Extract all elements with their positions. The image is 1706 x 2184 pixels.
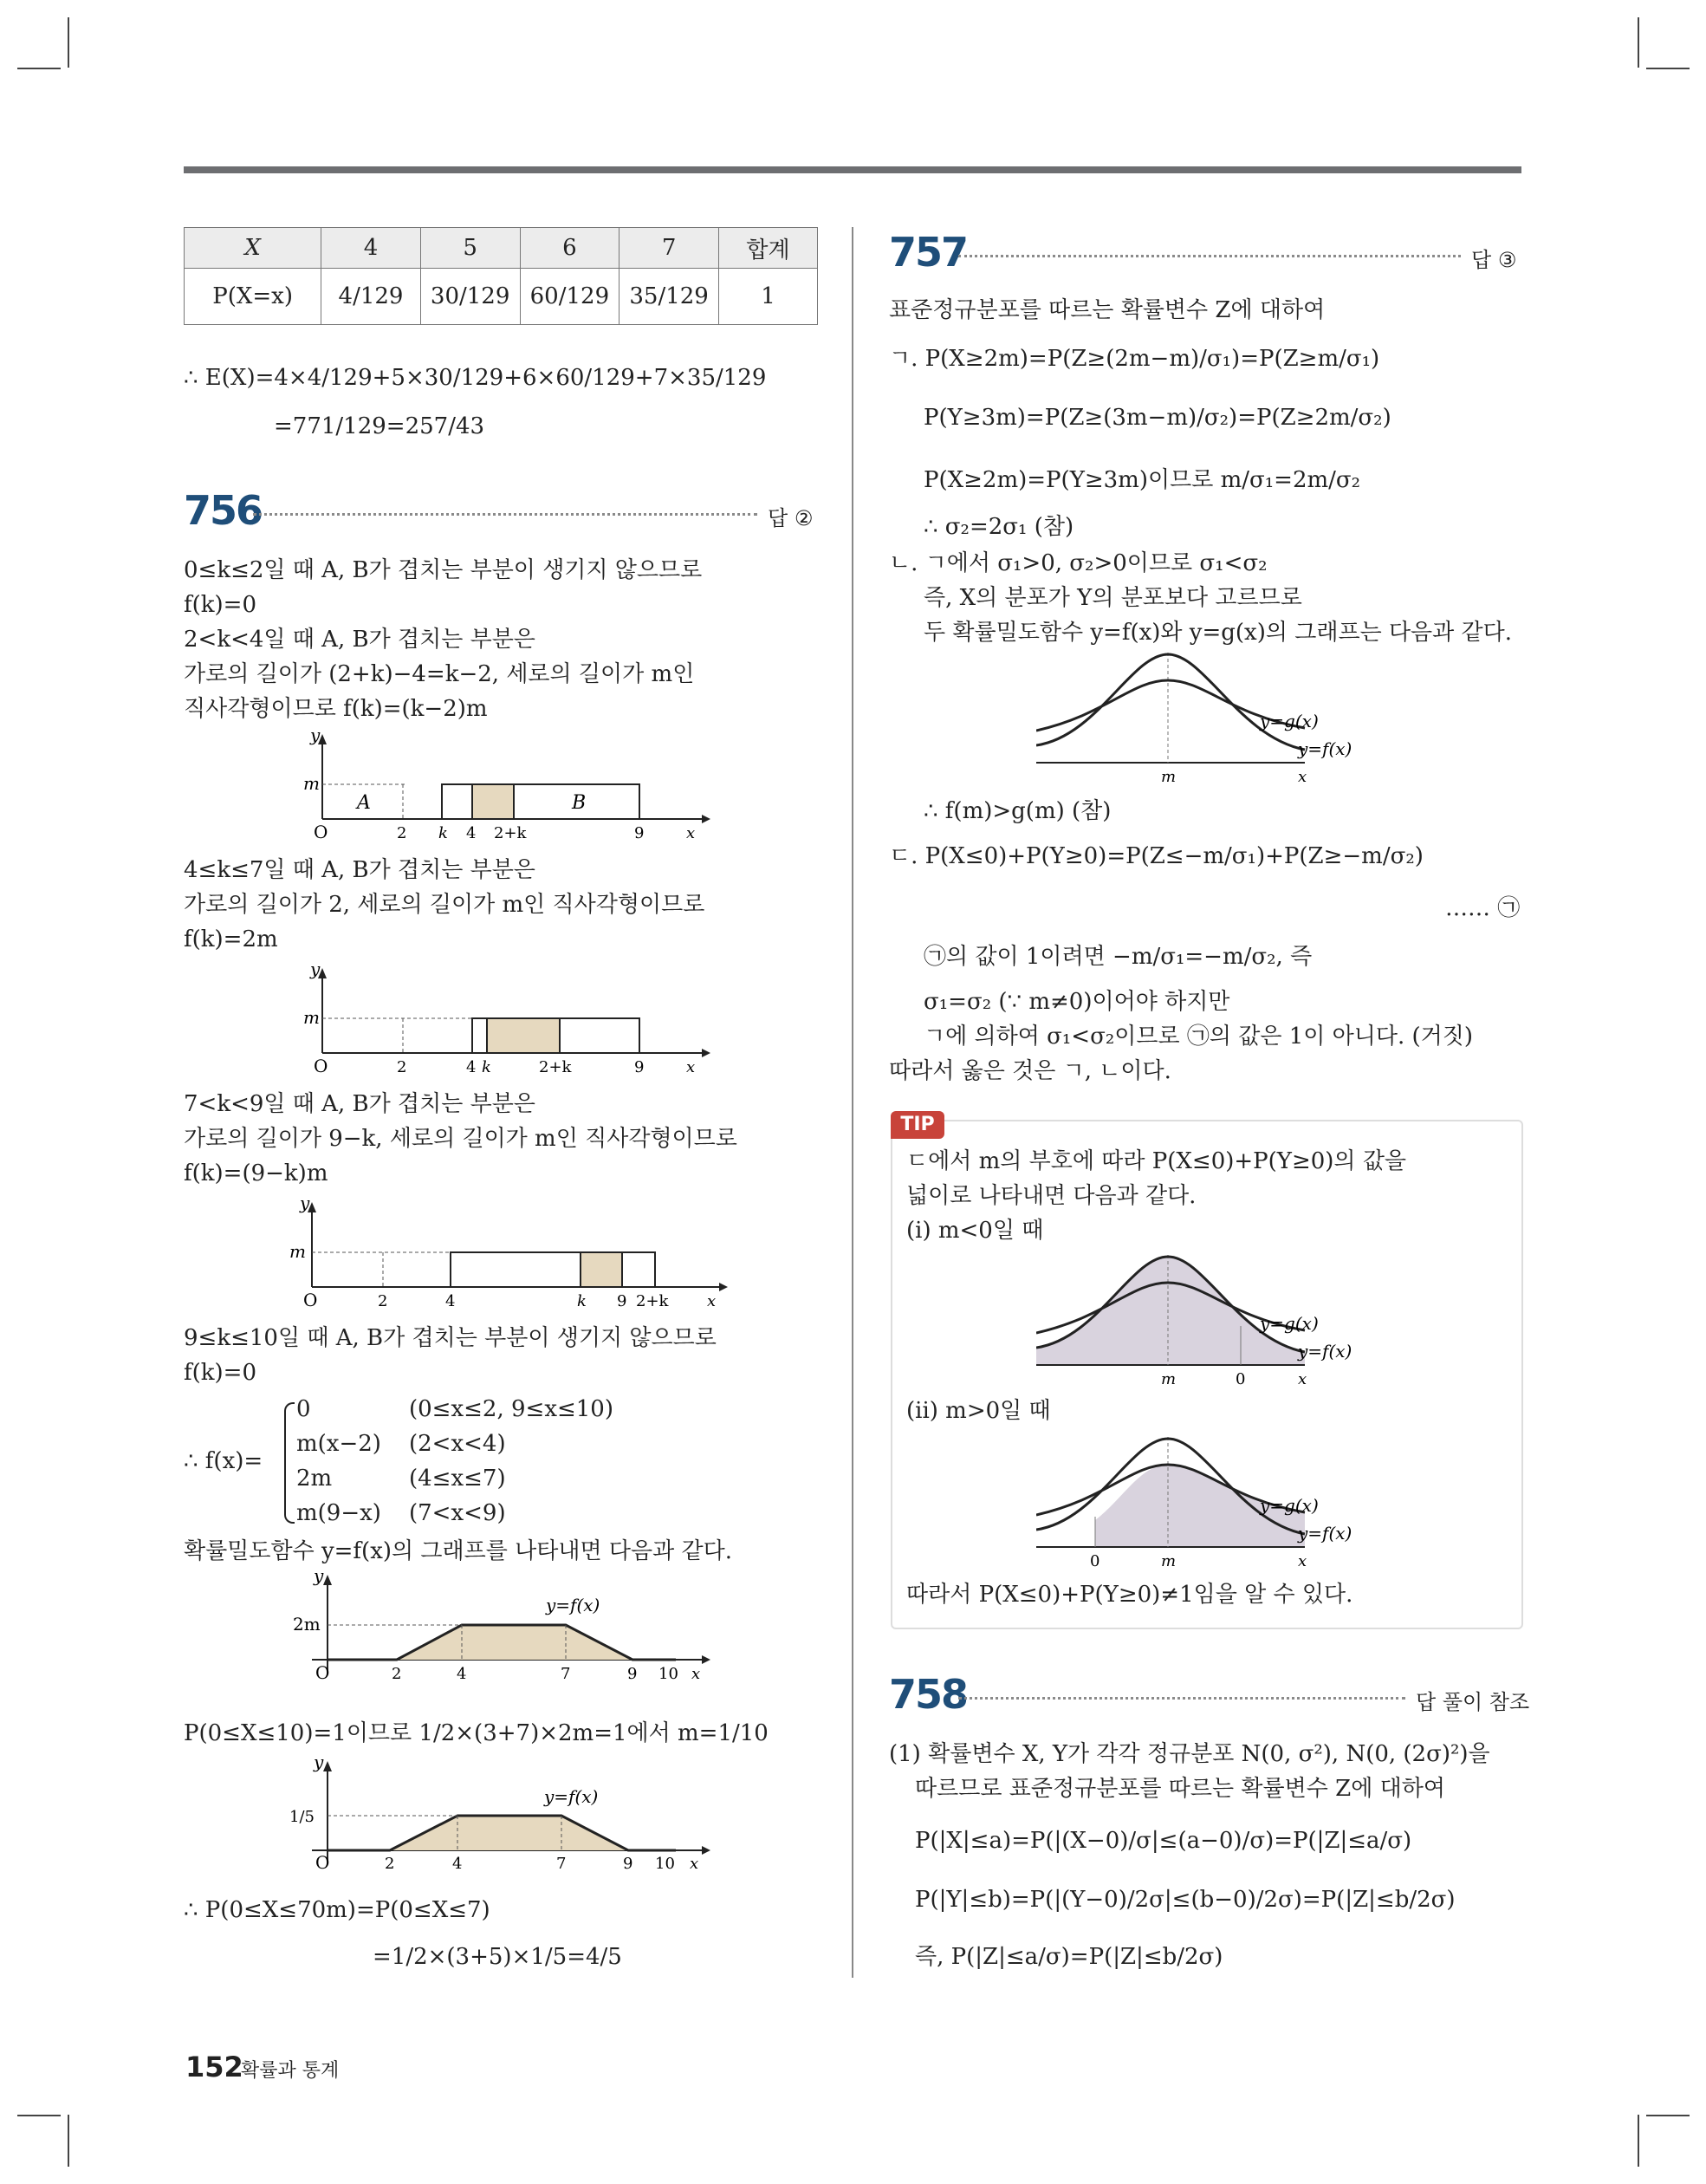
solution-line: f(k)=0: [184, 592, 256, 618]
y-arrow: [323, 1761, 332, 1771]
m-label: m: [1161, 1552, 1177, 1569]
fifth-label: 1/5: [289, 1808, 315, 1826]
y-label: y: [300, 1200, 310, 1213]
solution-line: P(|Y|≤b)=P(|(Y−0)/2σ|≤(b−0)/2σ)=P(|Z|≤b/2σ): [915, 1887, 1456, 1913]
tick-label: 9: [623, 1855, 633, 1872]
tip-line: 넓이로 나타내면 다음과 같다.: [906, 1183, 1197, 1209]
distribution-table: [184, 227, 818, 325]
table-cell: 30/129: [420, 269, 520, 325]
tick-label: 10: [655, 1855, 675, 1872]
y-label: y: [310, 966, 321, 979]
tick-label: 9: [634, 824, 645, 841]
solution-line: 즉, X의 분포가 Y의 분포보다 고르므로: [924, 585, 1302, 611]
tip-line: (ii) m>0일 때: [906, 1398, 1051, 1424]
solution-line: P(|X|≤a)=P(|(X−0)/σ|≤(a−0)/σ)=P(|Z|≤a/σ): [915, 1828, 1412, 1854]
piece-expr: m(x−2): [296, 1431, 381, 1457]
solution-line: 가로의 길이가 2, 세로의 길이가 m인 직사각형이므로: [184, 892, 705, 918]
fx-label: y=f(x): [544, 1786, 599, 1807]
x-label: x: [707, 1292, 717, 1309]
solution-line: 두 확률밀도함수 y=f(x)와 y=g(x)의 그래프는 다음과 같다.: [924, 620, 1513, 646]
tick-label: 2: [397, 824, 407, 841]
tick-label: 2+k: [539, 1058, 572, 1075]
density-graph-2: [286, 1759, 710, 1872]
x-label: x: [1298, 1370, 1307, 1387]
crop-mark: [17, 68, 61, 69]
tick-label: 10: [658, 1665, 678, 1681]
region-B-label: B: [572, 792, 587, 814]
solution-line: 0≤k≤2일 때 A, B가 겹치는 부분이 생기지 않으므로: [184, 557, 703, 583]
table-cell: P(X=x): [185, 269, 321, 325]
table-header-cell: X: [185, 228, 321, 269]
answer-758: 답 풀이 참조: [1416, 1690, 1530, 1714]
tick-label: k: [482, 1058, 491, 1075]
solution-line: f(k)=2m: [184, 926, 278, 952]
tick-label: 7: [561, 1665, 571, 1681]
leader-dots: [958, 255, 1461, 257]
tick-label: 7: [556, 1855, 567, 1872]
tick-label: 9: [617, 1292, 627, 1309]
solution-line: 7<k<9일 때 A, B가 겹치는 부분은: [184, 1091, 535, 1117]
leader-dots: [958, 1697, 1405, 1700]
tip-line: ㄷ에서 m의 부호에 따라 P(X≤0)+P(Y≥0)의 값을: [906, 1148, 1407, 1174]
solution-line: P(Y≥3m)=P(Z≥(3m−m)/σ₂)=P(Z≥2m/σ₂): [924, 405, 1391, 431]
gx-label: y=g(x): [1260, 1495, 1319, 1516]
x-label: x: [686, 824, 696, 841]
piece-expr: 0: [296, 1396, 311, 1422]
crop-mark: [1638, 2115, 1639, 2167]
table-header-cell: 6: [520, 228, 619, 269]
solution-line: ㄱ. P(X≥2m)=P(Z≥(2m−m)/σ₁)=P(Z≥m/σ₁): [889, 346, 1380, 372]
region-A-label: A: [357, 792, 371, 814]
origin-label: O: [314, 1056, 328, 1075]
tick-label: 9: [627, 1665, 638, 1681]
table-header-cell: 7: [619, 228, 719, 269]
origin-label: O: [315, 1852, 330, 1872]
y-label: y: [314, 1573, 324, 1586]
piece-cond: (2<x<4): [409, 1431, 506, 1457]
column-divider: [852, 227, 853, 1978]
problem-number-756: 756: [184, 487, 263, 534]
x-arrow: [702, 1049, 710, 1057]
table-header-cell: 4: [321, 228, 421, 269]
tick-label: 2+k: [494, 824, 527, 841]
solution-line: 2<k<4일 때 A, B가 겹치는 부분은: [184, 627, 535, 653]
piecewise-label: ∴ f(x)=: [184, 1448, 263, 1474]
fx-label: y=f(x): [546, 1595, 600, 1615]
piece-expr: 2m: [296, 1466, 333, 1492]
solution-line: ㉠의 값이 1이려면 −m/σ₁=−m/σ₂, 즉: [924, 944, 1313, 970]
solution-line: =1/2×(3+5)×1/5=4/5: [373, 1944, 622, 1970]
fx-curve: [1036, 654, 1305, 750]
fx-label: y=f(x): [1298, 1523, 1352, 1544]
overlap-region: [581, 1252, 622, 1287]
x-arrow: [702, 1846, 710, 1855]
origin-label: O: [303, 1290, 318, 1309]
overlap-graph-1: [295, 732, 710, 841]
tick-label: 4: [466, 824, 477, 841]
solution-line: f(k)=0: [184, 1360, 256, 1386]
solution-line: 4≤k≤7일 때 A, B가 겹치는 부분은: [184, 857, 535, 883]
x-label: x: [1298, 1552, 1307, 1569]
gx-label: y=g(x): [1260, 711, 1319, 731]
crop-mark: [1638, 17, 1639, 68]
tick-label: 2+k: [636, 1292, 669, 1309]
solution-line: 가로의 길이가 (2+k)−4=k−2, 세로의 길이가 m인: [184, 661, 695, 687]
header-rule: [184, 166, 1521, 173]
fx-label: y=f(x): [1298, 738, 1352, 759]
solution-line: ㄱ에 의하여 σ₁<σ₂이므로 ㉠의 값은 1이 아니다. (거짓): [924, 1024, 1474, 1050]
tip-graph-m-positive: [1036, 1430, 1409, 1569]
solution-line: σ₁=σ₂ (∵ m≠0)이어야 하지만: [924, 989, 1230, 1015]
gx-label: y=g(x): [1260, 1313, 1319, 1334]
y-label: y: [310, 732, 321, 745]
solution-line: 따라서 옳은 것은 ㄱ, ㄴ이다.: [889, 1058, 1171, 1084]
tick-label: 9: [634, 1058, 645, 1075]
tick-label: 2: [378, 1292, 388, 1309]
table-cell: 4/129: [321, 269, 421, 325]
crop-mark: [1646, 68, 1690, 69]
solution-line: 가로의 길이가 9−k, 세로의 길이가 m인 직사각형이므로: [184, 1126, 737, 1152]
m-label: m: [303, 1007, 320, 1028]
overlap-graph-3: [277, 1200, 728, 1309]
tip-line: 따라서 P(X≤0)+P(Y≥0)≠1임을 알 수 있다.: [906, 1582, 1353, 1608]
crop-mark: [68, 2115, 69, 2167]
piece-cond: (0≤x≤2, 9≤x≤10): [409, 1396, 613, 1422]
piece-cond: (4≤x≤7): [409, 1466, 506, 1492]
solution-line: 직사각형이므로 f(k)=(k−2)m: [184, 696, 488, 722]
m-label: m: [1161, 768, 1177, 784]
piece-expr: m(9−x): [296, 1500, 381, 1526]
x-label: x: [690, 1855, 699, 1872]
expectation-result: =771/129=257/43: [274, 413, 485, 439]
table-cell: 35/129: [619, 269, 719, 325]
problem-number-757: 757: [889, 229, 968, 276]
rect-A: [451, 1252, 655, 1287]
problem-number-758: 758: [889, 1671, 968, 1718]
crop-mark: [1646, 2115, 1690, 2116]
expectation-line: ∴ E(X)=4×4/129+5×30/129+6×60/129+7×35/129: [184, 365, 767, 391]
table-cell: 1: [718, 269, 817, 325]
tick-label: 4: [445, 1292, 456, 1309]
zero-label: 0: [1236, 1370, 1246, 1387]
density-graph-1: [286, 1573, 710, 1681]
crop-mark: [17, 2115, 61, 2116]
normal-curves-graph: [1036, 646, 1409, 784]
x-label: x: [686, 1058, 696, 1075]
solution-line: ㄷ. P(X≤0)+P(Y≥0)=P(Z≤−m/σ₁)+P(Z≥−m/σ₂): [889, 843, 1424, 869]
m-label: m: [1161, 1370, 1177, 1387]
y-label: y: [314, 1759, 324, 1772]
answer-757: 답 ③: [1471, 248, 1517, 272]
tick-label: 4: [452, 1855, 463, 1872]
solution-line: 9≤k≤10일 때 A, B가 겹치는 부분이 생기지 않으므로: [184, 1325, 717, 1351]
solution-line: f(k)=(9−k)m: [184, 1160, 328, 1186]
x-arrow: [702, 815, 710, 823]
piecewise-brace: [284, 1402, 295, 1524]
x-label: x: [691, 1665, 701, 1681]
origin-label: O: [315, 1662, 330, 1681]
piece-cond: (7<x<9): [409, 1500, 506, 1526]
overlap-region: [487, 1018, 560, 1053]
x-arrow: [719, 1283, 728, 1291]
x-label: x: [1298, 768, 1307, 784]
origin-label: O: [314, 822, 328, 841]
solution-line: 따르므로 표준정규분포를 따르는 확률변수 Z에 대하여: [915, 1776, 1445, 1802]
solution-line: (1) 확률변수 X, Y가 각각 정규분포 N(0, σ²), N(0, (2σ)²)을: [889, 1741, 1490, 1767]
tip-tag: TIP: [891, 1111, 944, 1139]
tick-label: k: [577, 1292, 587, 1309]
tick-label: 2: [397, 1058, 407, 1075]
m-label: m: [303, 773, 320, 794]
page-title: 확률과 통계: [241, 2060, 340, 2082]
overlap-region: [472, 784, 514, 819]
solution-line: 확률밀도함수 y=f(x)의 그래프를 나타내면 다음과 같다.: [184, 1538, 732, 1564]
table-header-cell: 합계: [718, 228, 817, 269]
solution-line: P(0≤X≤10)=1이므로 1/2×(3+7)×2m=1에서 m=1/10: [184, 1720, 769, 1746]
crop-mark: [68, 17, 69, 68]
zero-label: 0: [1090, 1552, 1100, 1569]
answer-756: 답 ②: [768, 506, 814, 530]
x-arrow: [702, 1655, 710, 1664]
page-number: 152: [185, 2051, 243, 2083]
table-cell: 60/129: [520, 269, 619, 325]
fx-label: y=f(x): [1298, 1341, 1352, 1362]
table-header-cell: 5: [420, 228, 520, 269]
tick-label: 4: [457, 1665, 467, 1681]
solution-line: 표준정규분포를 따르는 확률변수 Z에 대하여: [889, 297, 1326, 323]
tick-label: k: [438, 824, 448, 841]
solution-line: ∴ σ₂=2σ₁ (참): [924, 514, 1074, 540]
m-label: m: [289, 1241, 306, 1262]
solution-line: ㄴ. ㄱ에서 σ₁>0, σ₂>0이므로 σ₁<σ₂: [889, 550, 1268, 576]
2m-label: 2m: [293, 1614, 321, 1635]
solution-line: ∴ f(m)>g(m) (참): [924, 798, 1112, 824]
y-arrow: [323, 1575, 332, 1585]
tick-label: 2: [385, 1855, 395, 1872]
shaded-area-fx: [1036, 1257, 1305, 1365]
tip-line: (i) m<0일 때: [906, 1218, 1044, 1244]
solution-line: ∴ P(0≤X≤70m)=P(0≤X≤7): [184, 1897, 490, 1923]
solution-line: 즉, P(|Z|≤a/σ)=P(|Z|≤b/2σ): [915, 1944, 1223, 1970]
tick-label: 4: [466, 1058, 477, 1075]
overlap-graph-2: [295, 966, 710, 1075]
leader-dots: [253, 513, 757, 516]
tick-label: 2: [392, 1665, 402, 1681]
solution-line: P(X≥2m)=P(Y≥3m)이므로 m/σ₁=2m/σ₂: [924, 467, 1361, 493]
tip-graph-m-negative: [1036, 1248, 1409, 1387]
marker-circle-1: …… ㉠: [1445, 895, 1521, 921]
